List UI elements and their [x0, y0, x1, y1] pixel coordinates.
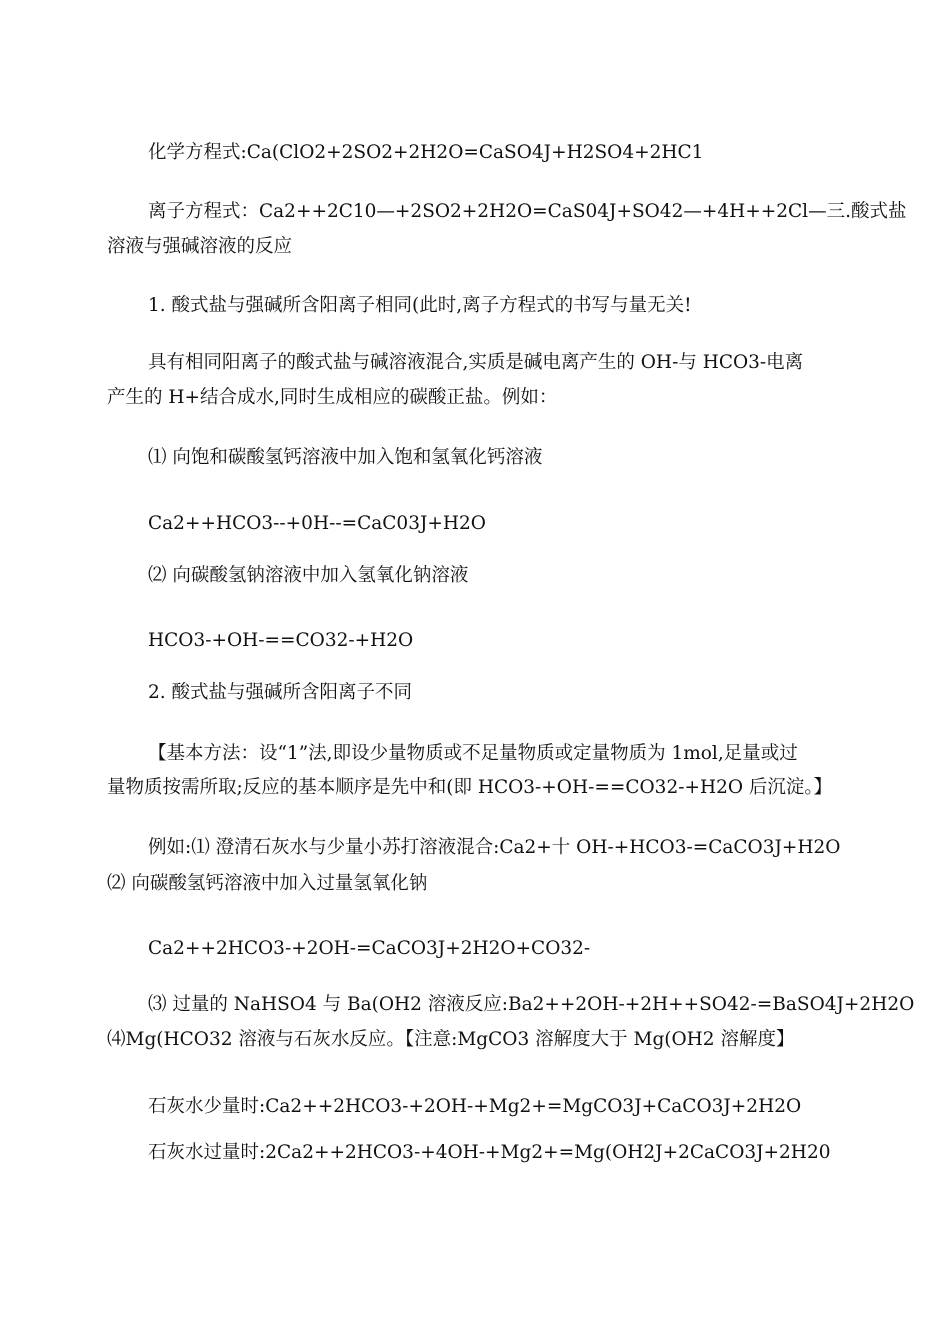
subsection-two-heading: 2. 酸式盐与强碱所含阳离子不同: [148, 682, 413, 703]
method-note-line: 量物质按需所取;反应的基本顺序是先中和(即 HCO3-+OH-==CO32-+H2O 后沉淀。】: [107, 777, 833, 798]
method-note-line: 【基本方法：设“1”法,即设少量物质或不足量物质或定量物质为 1mol,足量或过: [148, 743, 798, 764]
paragraph-line: 产生的 H+结合成水,同时生成相应的碳酸正盐。例如：: [107, 387, 558, 408]
example-item-2: ⑵ 向碳酸氢钙溶液中加入过量氢氧化钠: [107, 873, 428, 894]
equation-line: 石灰水少量时:Ca2++2HCO3-+2OH-+Mg2+=MgCO3J+CaCO3J+2H2O: [148, 1096, 802, 1117]
equation-line: 石灰水过量时:2Ca2++2HCO3-+4OH-+Mg2+=Mg(OH2J+2CaCO3J+2H20: [148, 1142, 831, 1163]
chemical-equation-line: 化学方程式:Ca(ClO2+2SO2+2H2O=CaSO4J+H2SO4+2HC1: [148, 142, 704, 163]
equation-line: HCO3-+OH-==CO32-+H2O: [148, 630, 414, 651]
example-item-4: ⑷Mg(HCO32 溶液与石灰水反应。【注意:MgCO3 溶解度大于 Mg(OH2 溶解度】: [107, 1029, 795, 1050]
equation-line: Ca2++HCO3--+0H--=CaC03J+H2O: [148, 513, 486, 534]
example-item-3: ⑶ 过量的 NaHSO4 与 Ba(OH2 溶液反应:Ba2++2OH-+2H++SO42-=BaSO4J+2H2O: [148, 994, 915, 1015]
example-item-2: ⑵ 向碳酸氢钠溶液中加入氢氧化钠溶液: [148, 565, 469, 586]
example-item-1: 例如:⑴ 澄清石灰水与少量小苏打溶液混合:Ca2+十 OH-+HCO3-=CaCO3J+H2O: [148, 837, 841, 858]
subsection-one-heading: 1. 酸式盐与强碱所含阳离子相同(此时,离子方程式的书写与量无关!: [148, 295, 692, 316]
ionic-equation-line: 离子方程式：Ca2++2C10—+2SO2+2H2O=CaS04J+SO42—+4H++2Cl—三.酸式盐: [148, 201, 907, 222]
paragraph-line: 具有相同阳离子的酸式盐与碱溶液混合,实质是碱电离产生的 OH-与 HCO3-电离: [148, 352, 804, 373]
section-three-heading-continuation: 溶液与强碱溶液的反应: [107, 236, 293, 257]
equation-line: Ca2++2HCO3-+2OH-=CaCO3J+2H2O+CO32-: [148, 938, 591, 959]
example-item-1: ⑴ 向饱和碳酸氢钙溶液中加入饱和氢氧化钙溶液: [148, 447, 543, 468]
